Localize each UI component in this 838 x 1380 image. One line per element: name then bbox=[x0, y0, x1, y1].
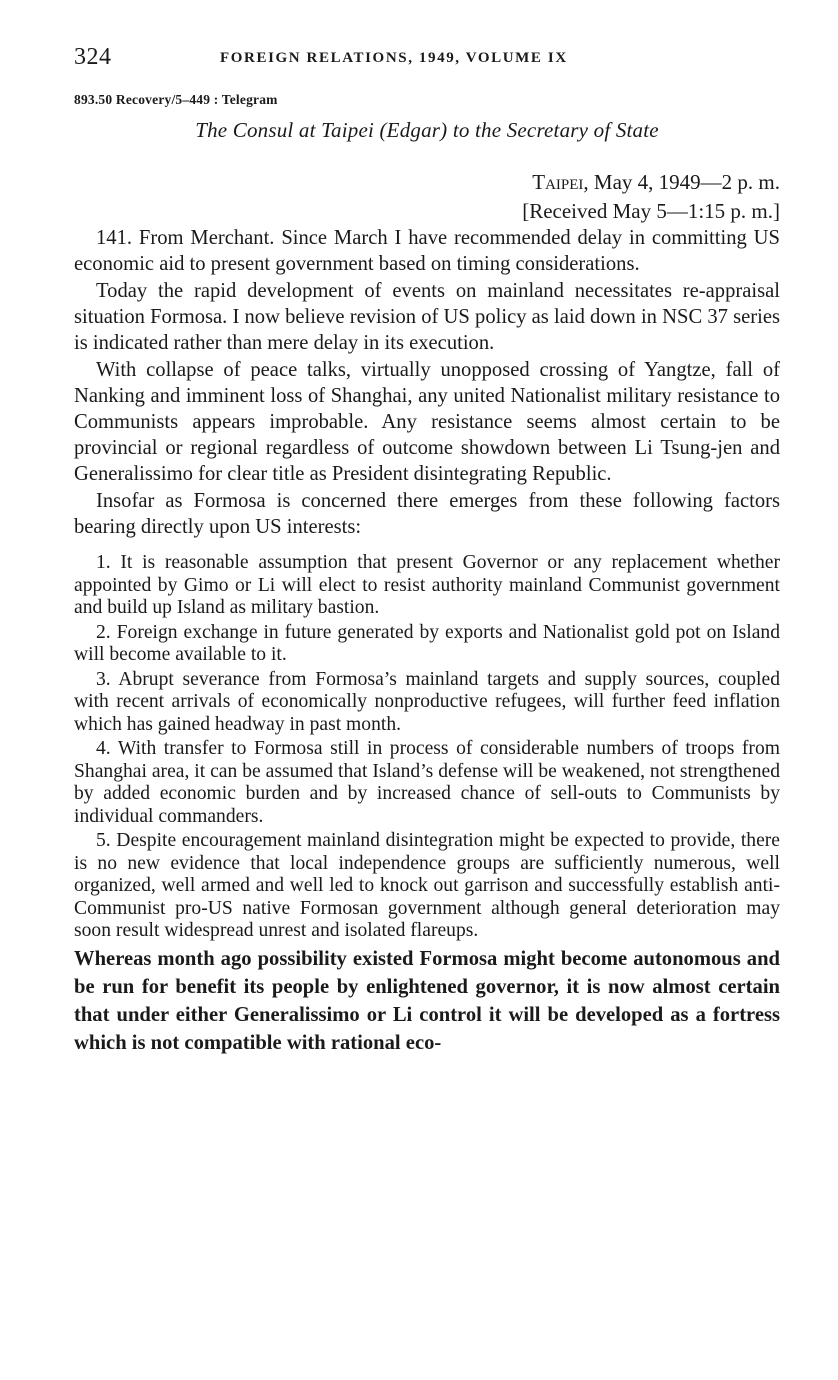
list-item: 4. With transfer to Formosa still in process of considerable numbers of troops from Shanghai area, it can be assumed that Island’s defense will be weakened, not strengthened by added economic burden and by increased chance of sell-outs to Communists by individual commanders. bbox=[74, 738, 780, 827]
list-item: 5. Despite encouragement mainland disintegration might be expected to provide, there is no new evidence that local independence groups are sufficiently numerous, well organized, well armed and well led to knock out garrison and successfully establish anti-Communist pro-US native Formosan government although general deterioration may soon result widespread unrest and isolated flareups. bbox=[74, 830, 780, 941]
list-item: 1. It is reasonable assumption that present Governor or any replacement whether appointed by Gimo or Li will elect to resist authority mainland Communist government and build up Island as military bastion. bbox=[74, 552, 780, 618]
dateline-sent bbox=[522, 168, 780, 197]
document-title: The Consul at Taipei (Edgar) to the Secretary of State bbox=[195, 118, 659, 142]
list-item: 3. Abrupt severance from Formosa’s mainland targets and supply sources, coupled with recent arrivals of economically nonproductive refugees, will further feed inflation which has gained headway in past month. bbox=[74, 668, 780, 735]
list-item: 2. Foreign exchange in future generated by exports and Nationalist gold pot on Island will become available to it. bbox=[74, 621, 780, 665]
paragraph-3: With collapse of peace talks, virtually unopposed crossing of Yangtze, fall of Nanking and imminent loss of Shanghai, any united Nationalist military resistance to Communists appears improbable. Any resistance seems almost certain to be provincial or regional regardless of outcome showdown between Li Tsung-jen and Generalissimo for clear title as President disintegrating Republic. bbox=[74, 359, 780, 485]
numbered-factors-list bbox=[74, 552, 780, 943]
closing-paragraph: Whereas month ago possibility existed Formosa might become autonomous and be run for benefit its people by enlightened governor, it is now almost certain that under either Generalissimo or Li control it will be developed as a fortress which is not compatible with rational eco- bbox=[74, 947, 780, 1054]
dateline bbox=[522, 168, 780, 226]
dateline-place: Taipei bbox=[532, 170, 584, 194]
running-title: FOREIGN RELATIONS, 1949, VOLUME IX bbox=[220, 50, 568, 66]
running-header bbox=[74, 44, 780, 74]
paragraph-2: Today the rapid development of events on mainland necessitates re-appraisal situation Formosa. I now believe revision of US policy as laid down in NSC 37 series is indicated rather than mere delay in its execution. bbox=[74, 280, 780, 354]
paragraph-1: 141. From Merchant. Since March I have recommended delay in committing US economic aid to present government based on timing considerations. bbox=[74, 227, 780, 275]
dateline-received: [Received May 5—1:15 p. m.] bbox=[522, 199, 780, 223]
paragraph-4: Insofar as Formosa is concerned there emerges from these following factors bearing directly upon US interests: bbox=[74, 490, 780, 538]
telegram-body bbox=[74, 225, 780, 1058]
page-number: 324 bbox=[74, 44, 112, 70]
dateline-date: , May 4, 1949—2 p. m. bbox=[583, 170, 780, 194]
file-reference: 893.50 Recovery/5–449 : Telegram bbox=[74, 92, 278, 107]
